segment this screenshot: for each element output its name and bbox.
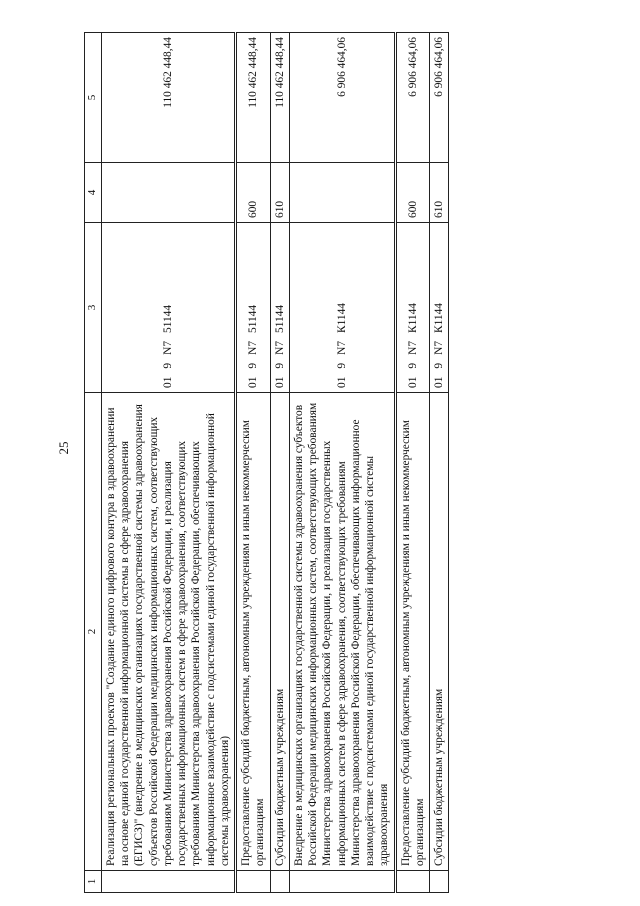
row-amount: 110 462 448,44 (236, 33, 271, 163)
row-amount: 6 906 464,06 (395, 33, 430, 163)
row-code (270, 223, 289, 393)
code-part: 51144 (247, 304, 260, 333)
code-part: 9 (406, 362, 419, 369)
row-vr: 600 (236, 163, 271, 223)
row-amount: 6 906 464,06 (430, 33, 449, 163)
row-code (101, 223, 235, 393)
code-part: 9 (433, 362, 445, 369)
rotated-table-wrapper (84, 33, 614, 893)
row-vr: 610 (430, 163, 449, 223)
row-index-cell (395, 871, 430, 893)
row-amount: 110 462 448,44 (101, 33, 235, 163)
row-index-cell (289, 871, 395, 893)
row-vr: 610 (270, 163, 289, 223)
code-part: N7 (335, 340, 348, 355)
column-header: 3 (85, 223, 102, 393)
code-part: 01 (161, 376, 174, 388)
page-number: 25 (56, 441, 71, 455)
column-header: 5 (85, 33, 102, 163)
row-vr: 600 (395, 163, 430, 223)
code-part: 9 (161, 362, 174, 369)
column-header: 1 (85, 871, 102, 893)
table-row (270, 33, 289, 893)
code-part: 9 (335, 362, 348, 369)
row-index-cell (236, 871, 271, 893)
row-code (289, 223, 395, 393)
column-header: 2 (85, 393, 102, 871)
code-part: К1144 (406, 303, 419, 333)
code-part: 01 (335, 376, 348, 388)
row-name: Субсидии бюджетным учреждениям (270, 393, 289, 871)
header-row (85, 33, 102, 893)
row-name: Предоставление субсидий бюджетным, автономным учреждениям и иным некоммерческим организациям (395, 393, 430, 871)
code-part: N7 (273, 340, 286, 355)
code-part: 9 (273, 362, 286, 369)
code-part: 01 (273, 376, 286, 388)
row-index-cell (270, 871, 289, 893)
row-amount: 110 462 448,44 (270, 33, 289, 163)
row-index-cell (101, 871, 235, 893)
row-name: Реализация региональных проектов "Создание единого цифрового контура в здравоохранении на основе единой государственной информационной системы в сфере здравоохранения (ЕГИСЗ)" (внедрение в медицинских организациях государственной системы здравоохранения субъектов Российской Федерации медицинских информационных систем, соответствующих требованиям Министерства здравоохранения Российской Федерации, и реализация государственных информационных систем в сфере здравоохранения, соответствующих требованиям Министерства здравоохранения Российской Федерации, обеспечивающих информационное взаимодействие с подсистемами единой государственной информационной системы здравоохранения) (101, 393, 235, 871)
code-part: N7 (433, 340, 445, 355)
row-vr (289, 163, 395, 223)
column-header: 4 (85, 163, 102, 223)
code-part: 51144 (273, 304, 286, 333)
code-part: 01 (247, 376, 260, 388)
table-row (430, 33, 449, 893)
code-part: N7 (406, 340, 419, 355)
row-name: Внедрение в медицинских организациях государственной системы здравоохранения субъектов Российской Федерации медицинских информационных систем, соответствующих требованиям Министерства здравоохранения Российской Федерации, и реализация государственных информационных систем в сфере здравоохранения, соответствующих требованиям Министерства здравоохранения Российской Федерации, обеспечивающих информационное взаимодействие с подсистемами единой государственной информационной системы здравоохранения (289, 393, 395, 871)
code-part: 9 (247, 362, 260, 369)
row-code (430, 223, 449, 393)
table-row (101, 33, 235, 893)
table-row (289, 33, 395, 893)
code-part: 01 (433, 376, 445, 388)
code-part: 01 (406, 376, 419, 388)
row-name: Субсидии бюджетным учреждениям (430, 393, 449, 871)
code-part: N7 (247, 340, 260, 355)
row-code (236, 223, 271, 393)
row-vr (101, 163, 235, 223)
code-part: К1144 (335, 303, 348, 333)
row-name: Предоставление субсидий бюджетным, автономным учреждениям и иным некоммерческим организациям (236, 393, 271, 871)
row-code (395, 223, 430, 393)
budget-table (84, 32, 449, 893)
row-amount: 6 906 464,06 (289, 33, 395, 163)
code-part: N7 (161, 340, 174, 355)
row-index-cell (430, 871, 449, 893)
table-row (395, 33, 430, 893)
code-part: 51144 (161, 304, 174, 333)
code-part: К1144 (433, 303, 445, 333)
table-row (236, 33, 271, 893)
